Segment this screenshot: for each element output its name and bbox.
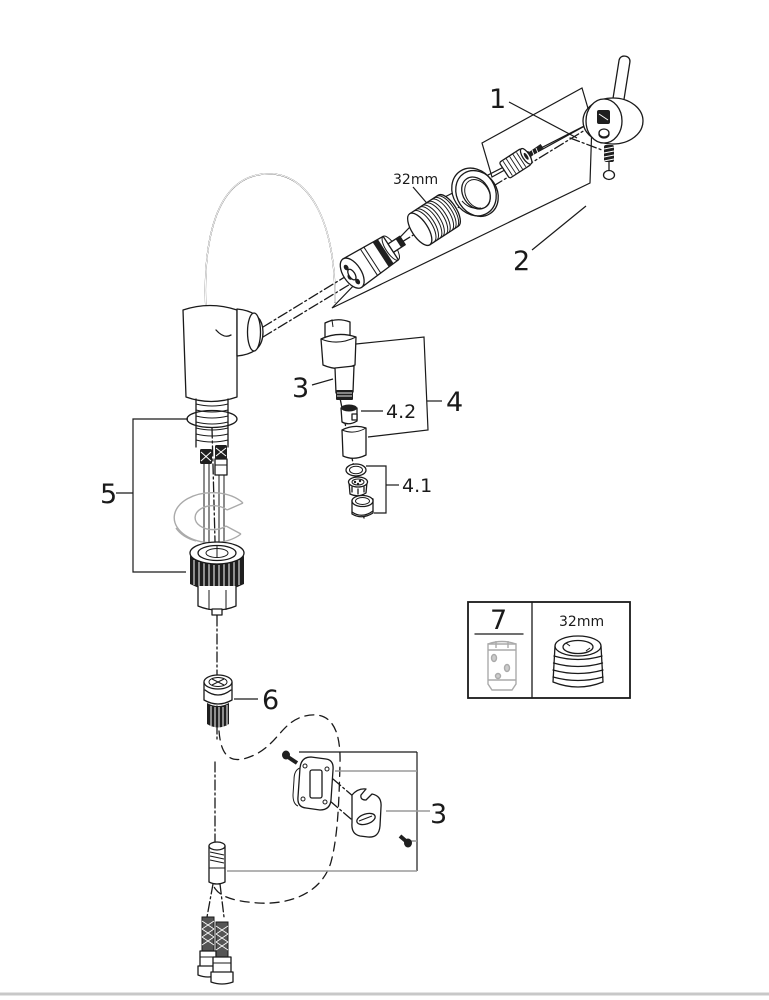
handle-group: [499, 55, 643, 179]
hose-coupling: [204, 675, 232, 728]
callout-4-label: 4: [446, 387, 464, 418]
leader-3-sprayhead: [312, 379, 333, 385]
callout-4-2-label: 4.2: [386, 401, 417, 423]
set-screw: [604, 145, 614, 162]
dome-face: [248, 313, 261, 351]
callout-4-1-label: 4.1: [402, 475, 433, 497]
axis-supply-right: [220, 884, 224, 917]
faucet-body: [183, 174, 335, 548]
cartridge: [335, 226, 411, 292]
shank-threads: [196, 399, 228, 447]
callout-6-label: 6: [262, 685, 280, 716]
spray-head-stack: [321, 320, 373, 517]
inline-connector: [209, 842, 225, 884]
leader-1: [509, 102, 577, 138]
holder-group: [282, 751, 412, 848]
mounting-nut: [190, 542, 244, 615]
spout-outline: [205, 174, 335, 313]
axis-holder-2: [330, 801, 351, 819]
group-outlines: [207, 88, 609, 917]
callout-7-label: 7: [490, 605, 508, 636]
axis-holder-1: [333, 779, 354, 797]
o-ring: [187, 411, 237, 428]
callout-5-label: 5: [100, 479, 118, 510]
handle-lever: [612, 55, 630, 104]
body-cylinder: [183, 306, 237, 402]
callout-3-label: 3: [292, 373, 310, 404]
ring-size-dim: 32mm: [393, 172, 439, 188]
spout-fill: [205, 174, 335, 313]
knurled-nut: [499, 146, 534, 178]
aerator-group: [346, 464, 373, 517]
callout-1-label: 1: [489, 84, 507, 115]
holder-screw-2: [400, 836, 412, 848]
spray-head: [321, 320, 356, 400]
holder-hook: [352, 789, 381, 837]
bracket-5: [133, 419, 188, 572]
leader-2: [532, 206, 586, 250]
kit-cartridge-icon: [488, 641, 516, 690]
nut-hex: [198, 586, 236, 610]
axis-supply-left: [207, 884, 213, 917]
callout-3b-label: 3: [430, 799, 448, 830]
callout-2-label: 2: [513, 246, 531, 277]
supply-hoses: [198, 917, 233, 984]
holder-screw-1: [282, 751, 297, 764]
wall-plate: [293, 757, 333, 810]
check-valve: [341, 405, 357, 424]
handle-cap: [604, 171, 615, 180]
kit-ring-size-dim: 32mm: [559, 614, 605, 630]
kit-ring-icon: [553, 636, 603, 687]
